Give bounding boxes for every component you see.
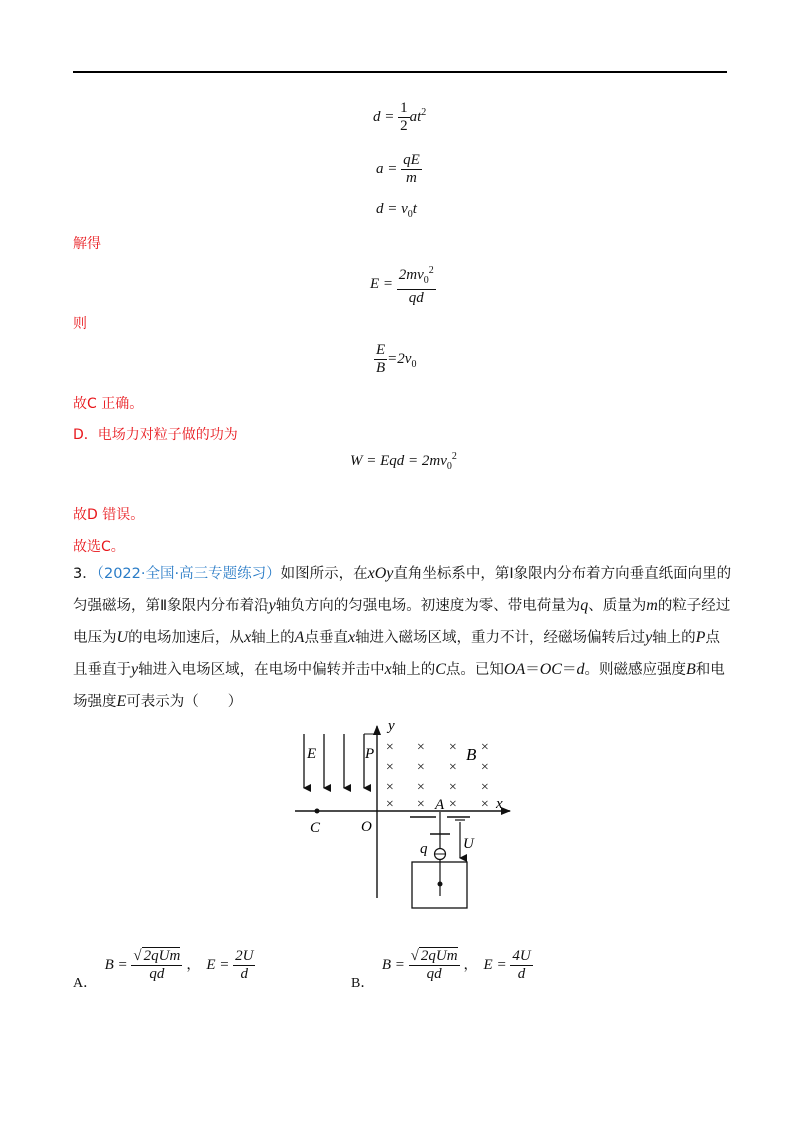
label-a: A xyxy=(435,797,445,813)
svg-text:×: × xyxy=(480,760,490,775)
text-d-label: D．电场力对粒子做的功为 xyxy=(73,427,238,443)
label-x: x xyxy=(496,796,503,812)
text-jiede: 解得 xyxy=(73,236,101,252)
label-b: B xyxy=(466,745,477,764)
svg-text:×: × xyxy=(448,760,458,775)
fraction-e-b: $\frac{E}{B}$ xyxy=(376,342,386,376)
svg-text:×: × xyxy=(448,797,458,812)
label-o: O xyxy=(361,819,372,835)
label-p: P xyxy=(365,746,375,762)
label-e: E xyxy=(307,746,317,762)
label-y: y xyxy=(388,718,395,734)
svg-text:×: × xyxy=(416,760,426,775)
question-3: 3．（2022·全国·高三专题练习）如图所示，在xOy直角坐标系中，第Ⅰ象限内分布着方向垂直纸面向里的匀强磁场，第Ⅱ象限内分布着沿y轴负方向的匀强电场。初速度为零、带电荷量为q、质量为m的粒子经过电压为U的电场加速后，从x轴上的A点垂直x轴进入磁场区域，重力不计，经磁场偏转后过y轴上的P点且垂直于y轴进入电场区域，在电场中偏转并击中x轴上的C点。已知OA＝OC＝d。则磁感应强度B和电场强度E可表示为（ ） xyxy=(73,565,732,710)
svg-text:×: × xyxy=(448,780,458,795)
text-c-correct: 故C 正确。 xyxy=(73,396,144,412)
label-c: C xyxy=(310,820,321,836)
svg-text:×: × xyxy=(416,780,426,795)
label-q: q xyxy=(420,841,428,857)
svg-text:×: × xyxy=(416,797,426,812)
equation-velocity: $d = v_0t$ xyxy=(376,201,417,220)
svg-text:×: × xyxy=(385,760,395,775)
svg-text:×: × xyxy=(480,740,490,755)
option-b[interactable]: B． B = $\frac{\text{√ 2qUm}}{qd}$ ， E = $\frac{4U}{d}$ xyxy=(351,948,531,991)
svg-text:×: × xyxy=(385,740,395,755)
option-a[interactable]: A． B = $\frac{\text{√ 2qUm}}{qd}$ ， E = $\frac{2U}{d}$ xyxy=(73,948,254,991)
svg-text:×: × xyxy=(480,780,490,795)
fraction-half: $\frac{1}{2}$ xyxy=(400,100,408,134)
svg-text:×: × xyxy=(448,740,458,755)
header-rule xyxy=(73,71,727,73)
svg-text:×: × xyxy=(416,740,426,755)
svg-text:×: × xyxy=(480,797,490,812)
equation-field-strength: E = $\frac{2mv_0^2}{qd}$ xyxy=(370,262,436,307)
point-c xyxy=(315,809,320,814)
text-ze: 则 xyxy=(73,316,87,332)
equation-displacement: d = $\frac{1}{2}$ $at^2$ xyxy=(373,100,427,134)
fraction-qe-m: $\frac{qE}{m}$ xyxy=(403,152,420,186)
question-source: （2022·全国·高三专题练习） xyxy=(96,566,281,582)
fraction-e: $\frac{2mv_0^2}{qd}$ xyxy=(397,262,436,307)
physics-diagram xyxy=(290,716,520,916)
equation-acceleration: a = $\frac{qE}{m}$ xyxy=(376,152,420,186)
label-u: U xyxy=(463,836,474,852)
equation-work: W = Eqd = $2mv_0^2$ xyxy=(350,451,457,472)
text-choose: 故选C。 xyxy=(73,539,125,555)
svg-text:×: × xyxy=(385,797,395,812)
text-d-wrong: 故D 错误。 xyxy=(73,507,145,523)
svg-text:×: × xyxy=(385,780,395,795)
equation-ratio: $\frac{E}{B}$ $=2v_0$ xyxy=(376,342,417,376)
